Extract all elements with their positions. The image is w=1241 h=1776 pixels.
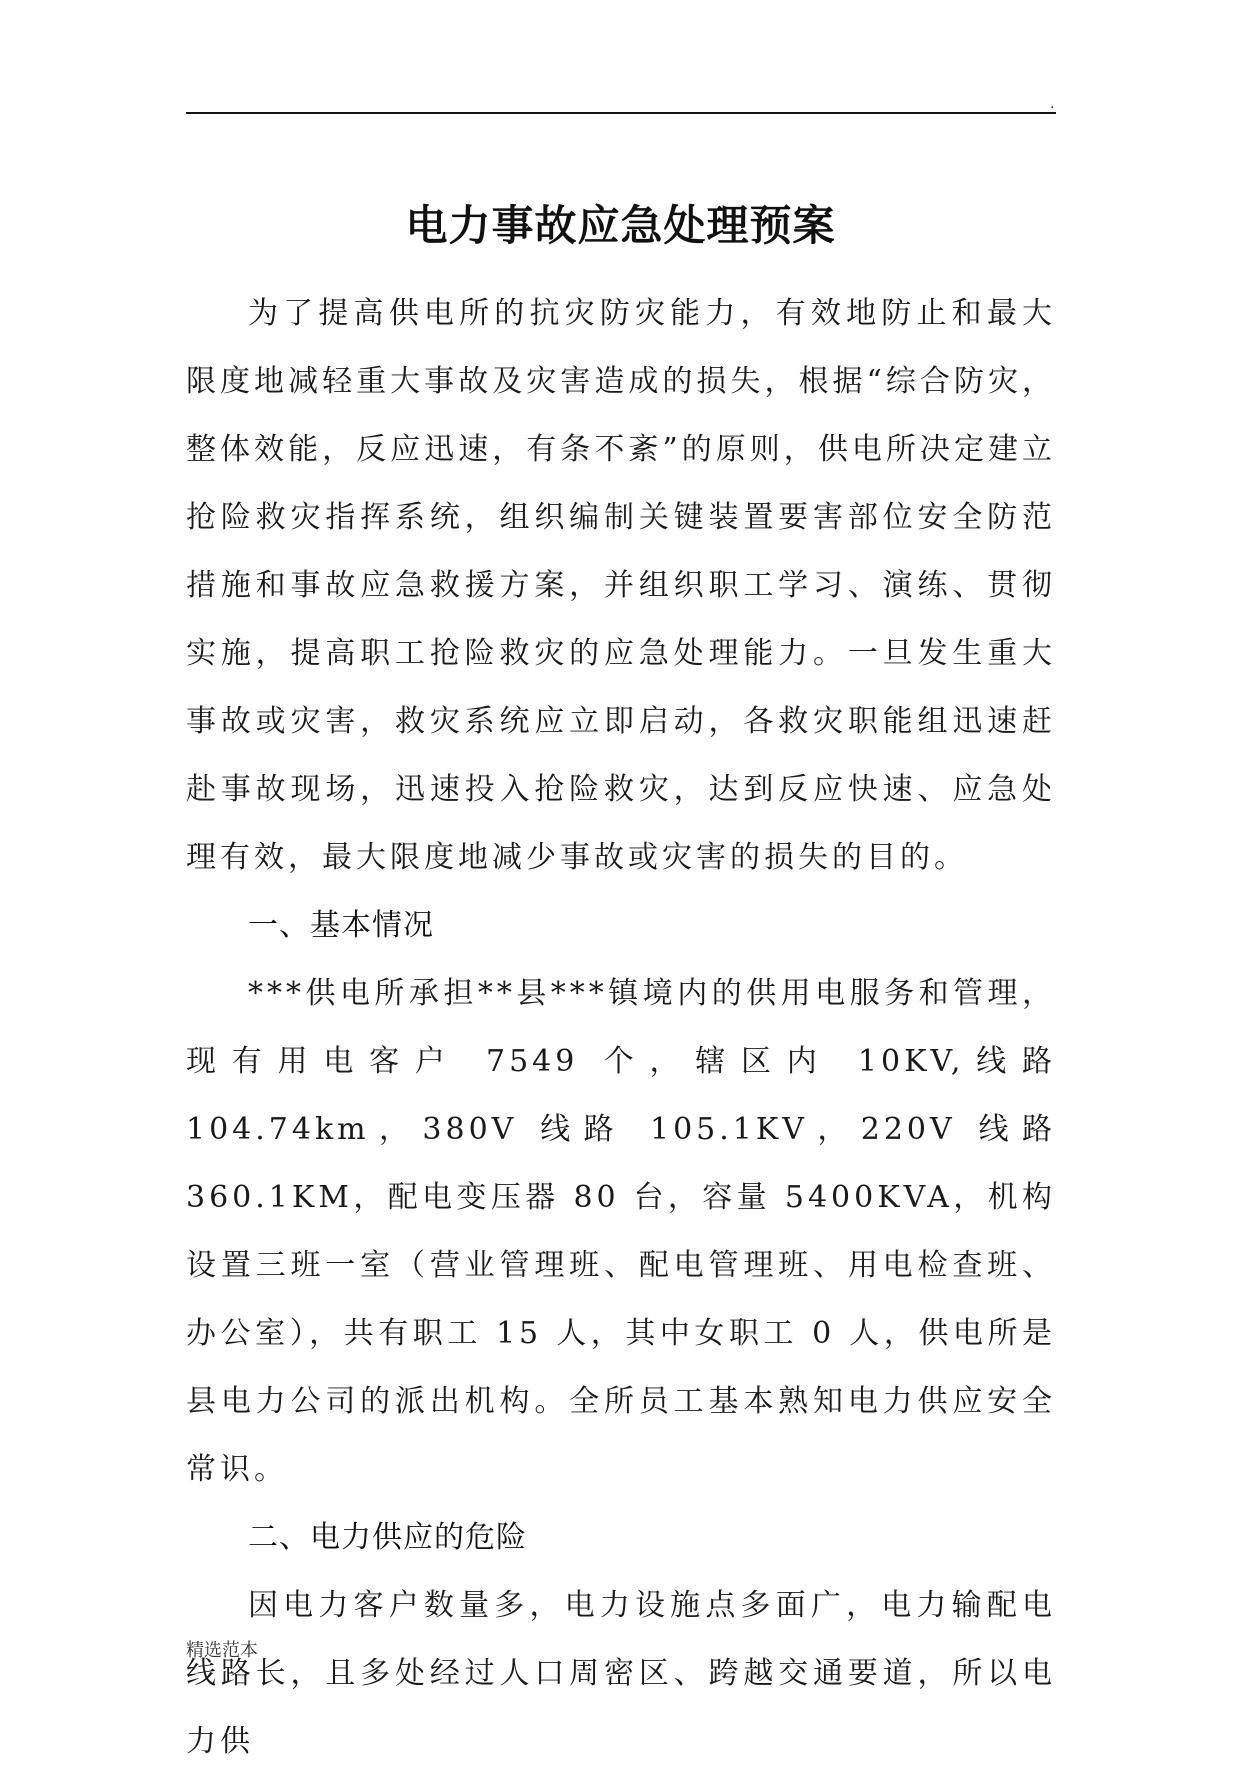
basic-info-paragraph: ***供电所承担**县***镇境内的供用电服务和管理，现有用电客户 7549 个，辖区内 10KV,线路 104.74km，380V 线路 105.1KV，220V 线路 360.1KM，配电变压器 80 台，容量 5400KVA，机构设置三班一室（营业管理班、配电管理班、用电检查班、办公室），共有职工 15 人，其中女职工 0 人，供电所是县电力公司的派出机构。全所员工基本熟知电力供应安全常识。 xyxy=(186,976,1056,1487)
intro-paragraph: 为了提高供电所的抗灾防灾能力，有效地防止和最大限度地减轻重大事故及灾害造成的损失，根据“综合防灾，整体效能，反应迅速，有条不紊”的原则，供电所决定建立抢险救灾指挥系统，组织编制关键装置要害部位安全防范措施和事故应急救援方案，并组织职工学习、演练、贯彻实施，提高职工抢险救灾的应急处理能力。一旦发生重大事故或灾害，救灾系统应立即启动，各救灾职能组迅速赶赴事故现场，迅速投入抢险救灾，达到反应快速、应急处理有效，最大限度地减少事故或灾害的损失的目的。 xyxy=(186,296,1056,875)
section-heading-basic-info: 一、基本情况 xyxy=(248,908,434,943)
document-body xyxy=(186,280,1056,1776)
supply-risk-paragraph: 因电力客户数量多，电力设施点多面广，电力输配电线路长，且多处经过人口周密区、跨越交通要道，所以电力供 xyxy=(186,1588,1056,1759)
footer-label: 精选范本 xyxy=(186,1640,258,1661)
header-mark: . xyxy=(1050,96,1055,112)
header-rule xyxy=(186,112,1056,114)
page-title: 电力事故应急处理预案 xyxy=(405,201,836,251)
section-heading-supply-risk: 二、电力供应的危险 xyxy=(248,1520,527,1555)
